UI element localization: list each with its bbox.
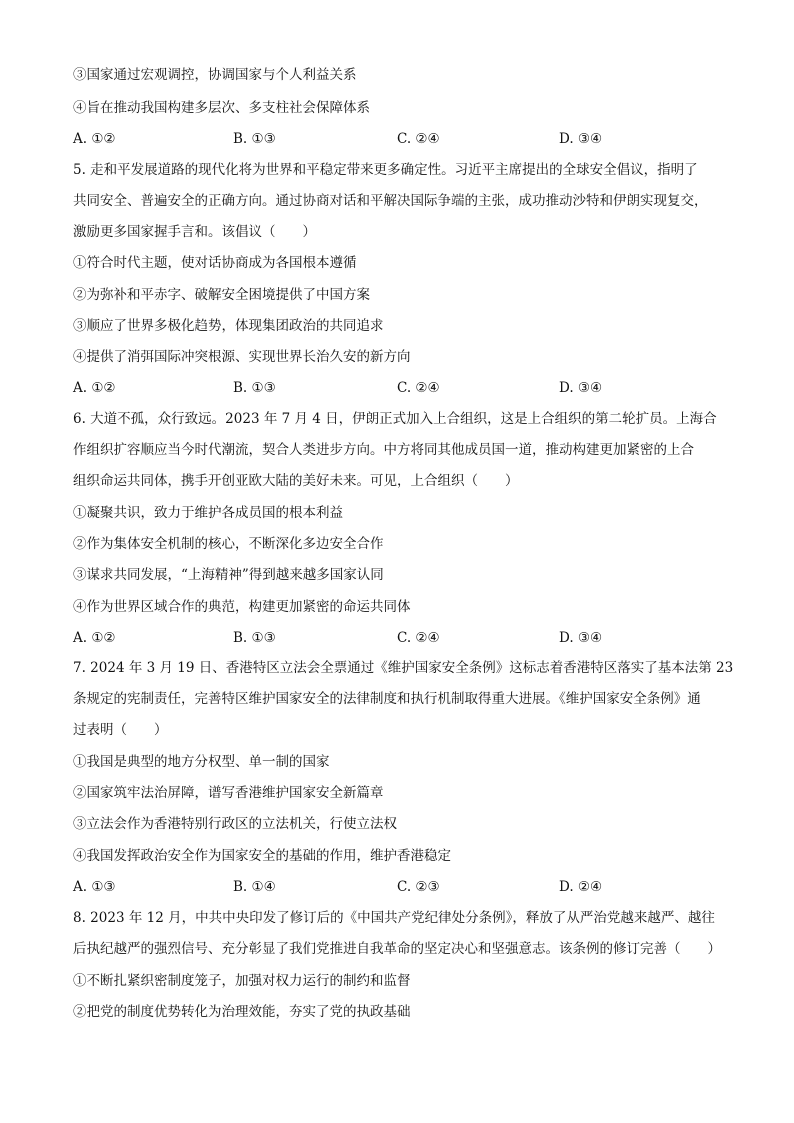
q7-stem-line-1: 7. 2024 年 3 月 19 日、香港特区立法会全票通过《维护国家安全条例》这标志着香港特区落实了基本法第 23 [73,660,734,676]
q6-option-b: B. ①③ [233,630,276,646]
q7-option-c: C. ②③ [397,879,440,895]
q6-statement-3: ③谋求共同发展，“上海精神”得到越来越多国家认同 [73,567,384,583]
q6-stem-line-3: 组织命运共同体，携手开创亚欧大陆的美好未来。可见，上合组织（ ） [73,473,519,489]
q5-statement-2: ②为弥补和平赤字、破解安全困境提供了中国方案 [73,287,370,303]
q5-statement-4: ④提供了消弭国际冲突根源、实现世界长治久安的新方向 [73,349,411,365]
q4-option-c: C. ②④ [397,131,440,147]
q8-stem-line-1: 8. 2023 年 12 月，中共中央印发了修订后的《中国共产党纪律处分条例》，释放了从严治党越来越严、越往 [73,910,715,926]
q4-statement-3: ③国家通过宏观调控，协调国家与个人利益关系 [73,67,357,83]
q7-option-d: D. ②④ [559,879,603,895]
q5-option-c: C. ②④ [397,380,440,396]
q5-stem-line-3: 激励更多国家握手言和。该倡议（ ） [73,224,316,240]
q5-statement-3: ③顺应了世界多极化趋势，体现集团政治的共同追求 [73,318,384,334]
q6-statement-2: ②作为集体安全机制的核心，不断深化多边安全合作 [73,536,384,552]
q6-option-a: A. ①② [73,630,116,646]
q5-option-d: D. ③④ [559,380,603,396]
q7-statement-2: ②国家筑牢法治屏障，谱写香港维护国家安全新篇章 [73,785,384,801]
q4-option-d: D. ③④ [559,131,603,147]
q5-options [73,379,733,397]
q6-stem-line-2: 作组织扩容顺应当今时代潮流，契合人类进步方向。中方将同其他成员国一道，推动构建更加紧密的上合 [73,442,694,458]
q5-stem-line-1: 5. 走和平发展道路的现代化将为世界和平稳定带来更多确定性。习近平主席提出的全球安全倡议，指明了 [73,162,698,178]
q6-option-d: D. ③④ [559,630,603,646]
q7-option-b: B. ①④ [233,879,276,895]
q7-statement-4: ④我国发挥政治安全作为国家安全的基础的作用，维护香港稳定 [73,848,451,864]
q6-stem-line-1: 6. 大道不孤，众行致远。2023 年 7 月 4 日，伊朗正式加入上合组织，这是上合组织的第二轮扩员。上海合 [73,411,717,427]
q7-stem-line-3: 过表明（ ） [73,722,168,738]
q6-option-c: C. ②④ [397,630,440,646]
q6-statement-1: ①凝聚共识，致力于维护各成员国的根本利益 [73,505,343,521]
q5-statement-1: ①符合时代主题，使对话协商成为各国根本遵循 [73,255,357,271]
q4-options [73,130,733,148]
q7-stem-line-2: 条规定的宪制责任，完善特区维护国家安全的法律制度和执行机制取得重大进展。《维护国家安全条例》通 [73,691,701,707]
q5-option-b: B. ①③ [233,380,276,396]
q4-option-b: B. ①③ [233,131,276,147]
q6-options [73,629,733,647]
q7-option-a: A. ①③ [73,879,116,895]
q4-option-a: A. ①② [73,131,116,147]
q7-statement-3: ③立法会作为香港特别行政区的立法机关，行使立法权 [73,816,397,832]
q7-options [73,878,733,896]
q7-statement-1: ①我国是典型的地方分权型、单一制的国家 [73,754,330,770]
q8-statement-1: ①不断扎紧织密制度笼子，加强对权力运行的制约和监督 [73,973,411,989]
q5-stem-line-2: 共同安全、普遍安全的正确方向。通过协商对话和平解决国际争端的主张，成功推动沙特和伊朗实现复交， [73,193,708,209]
q8-stem-line-2: 后执纪越严的强烈信号、充分彰显了我们党推进自我革命的坚定决心和坚强意志。该条例的修订完善（ ） [73,941,721,957]
q4-statement-4: ④旨在推动我国构建多层次、多支柱社会保障体系 [73,100,370,116]
q8-statement-2: ②把党的制度优势转化为治理效能，夯实了党的执政基础 [73,1004,411,1020]
q6-statement-4: ④作为世界区域合作的典范，构建更加紧密的命运共同体 [73,599,411,615]
q5-option-a: A. ①② [73,380,116,396]
